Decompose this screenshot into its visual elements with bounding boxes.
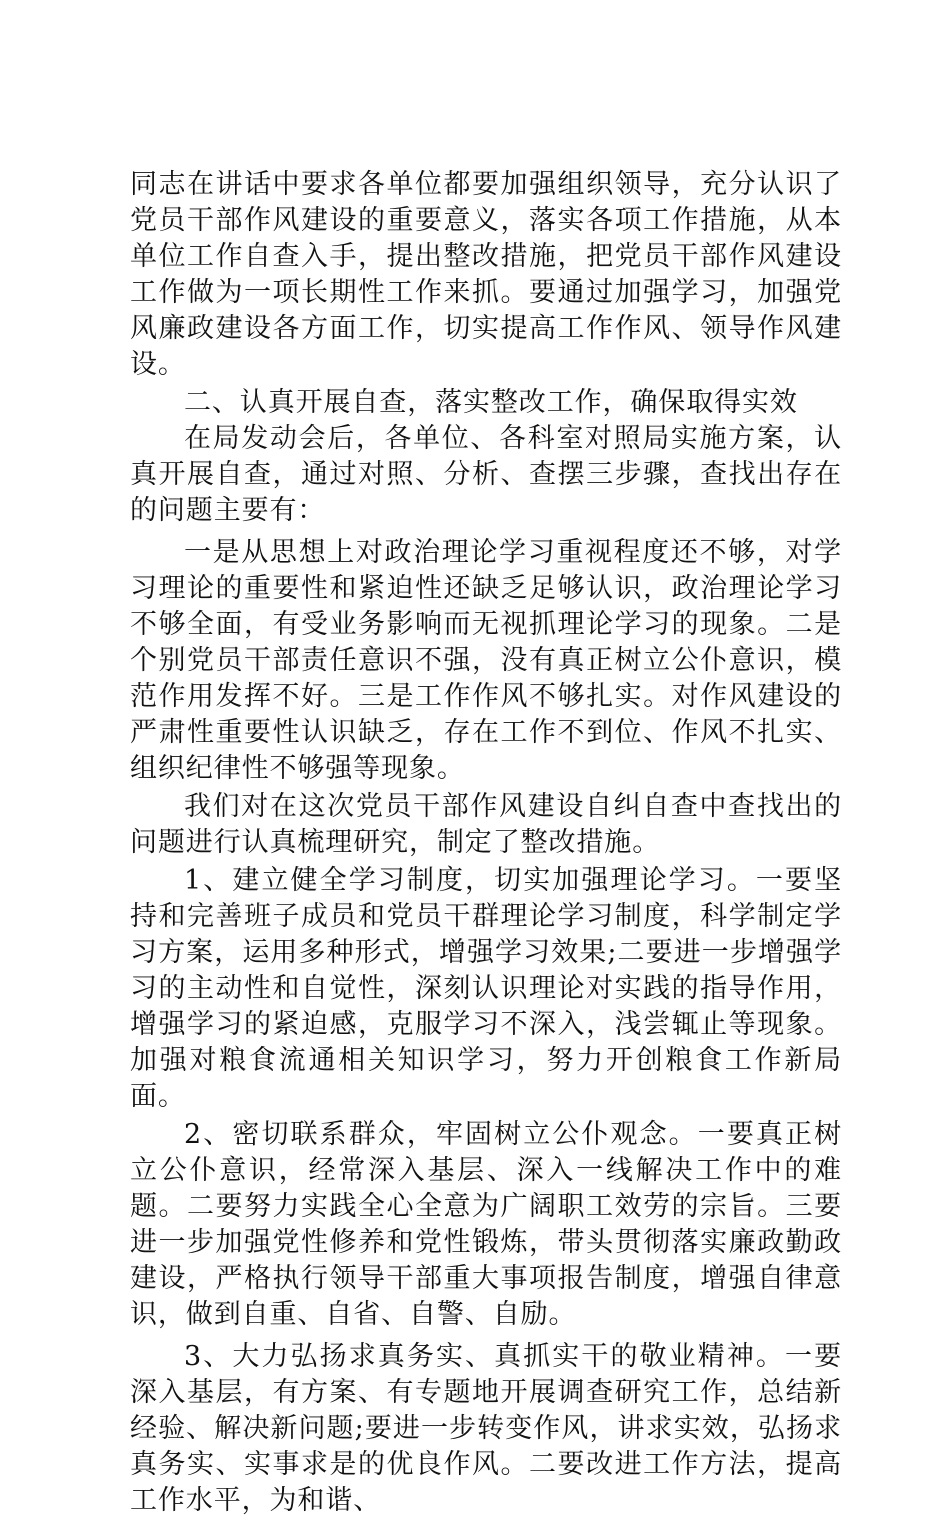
paragraph-measure-1: 1、建立健全学习制度，切实加强理论学习。一要坚持和完善班子成员和党员干群理论学习制度，科学制定学习方案，运用多种形式，增强学习效果;二要进一步增强学习的主动性和自觉性，深刻认识理论对实践的指导作用，增强学习的紧迫感，克服学习不深入，浅尝辄止等现象。加强对粮食流通相关知识学习，努力开创粮食工作新局面。: [130, 865, 842, 1112]
document-body: [130, 167, 842, 1519]
paragraph-problems: 一是从思想上对政治理论学习重视程度还不够，对学习理论的重要性和紧迫性还缺乏足够认识，政治理论学习不够全面，有受业务影响而无视抓理论学习的现象。二是个别党员干部责任意识不强，没有真正树立公仆意识，模范作用发挥不好。三是工作作风不够扎实。对作风建设的严肃性重要性认识缺乏，存在工作不到位、作风不扎实、组织纪律性不够强等现象。: [130, 537, 842, 784]
paragraph-self-inspection: 在局发动会后，各单位、各科室对照局实施方案，认真开展自查，通过对照、分析、查摆三步骤，查找出存在的问题主要有：: [130, 423, 842, 526]
paragraph-measure-2: 2、密切联系群众，牢固树立公仆观念。一要真正树立公仆意识，经常深入基层、深入一线解决工作中的难题。二要努力实践全心全意为广阔职工效劳的宗旨。三要进一步加强党性修养和党性锻炼，带头贯彻落实廉政勤政建设，严格执行领导干部重大事项报告制度，增强自律意识，做到自重、自省、自警、自励。: [130, 1119, 842, 1330]
section-heading: 二、认真开展自查，落实整改工作，确保取得实效: [184, 387, 798, 418]
paragraph-continuation: 同志在讲话中要求各单位都要加强组织领导，充分认识了党员干部作风建设的重要意义，落实各项工作措施，从本单位工作自查入手，提出整改措施，把党员干部作风建设工作做为一项长期性工作来抓。要通过加强学习，加强党风廉政建设各方面工作，切实提高工作作风、领导作风建设。: [130, 169, 842, 380]
paragraph-rectification-intro: 我们对在这次党员干部作风建设自纠自查中查找出的问题进行认真梳理研究，制定了整改措施。: [130, 791, 842, 858]
paragraph-measure-3: 3、大力弘扬求真务实、真抓实干的敬业精神。一要深入基层，有方案、有专题地开展调查研究工作，总结新经验、解决新问题;要进一步转变作风，讲求实效，弘扬求真务实、实事求是的优良作风。二要改进工作方法，提高工作水平，为和谐、: [130, 1341, 842, 1516]
